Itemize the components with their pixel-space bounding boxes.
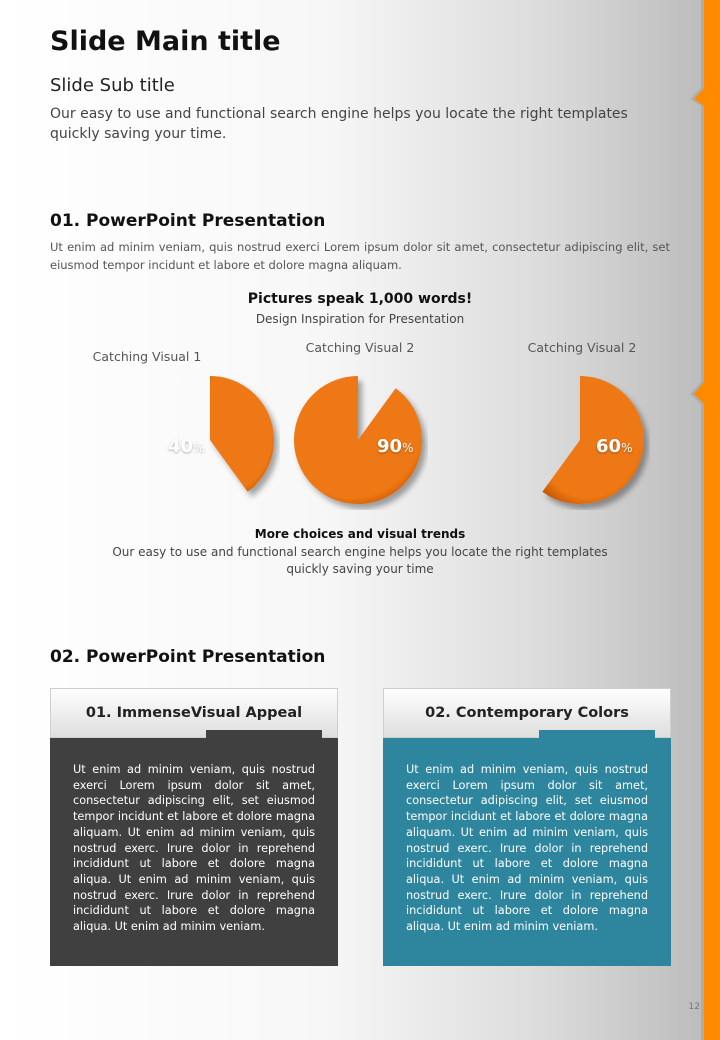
card-visual-appeal [50,688,338,966]
pie-slice-1 [210,376,274,492]
pie-label-2: Catching Visual 2 [305,340,415,355]
pie-label-3: Catching Visual 2 [527,340,637,355]
more-choices-title: More choices and visual trends [254,527,466,541]
pictures-subtitle: Design Inspiration for Presentation [255,312,465,326]
card-2-body [383,738,671,966]
intro-text: Our easy to use and functional search engine helps you locate the right templates quickly saving your time. [50,106,628,142]
pie-chart-1 [140,370,280,510]
card-1-body [50,738,338,966]
page-number: 12 [688,1002,700,1012]
card-2-header: 02. Contemporary Colors [383,688,671,738]
pie-value-2-unit: % [402,441,414,455]
page-title: Slide Main title [50,26,281,57]
pie-value-3 [596,436,632,457]
card-1-tab [206,730,322,738]
card-1-text-end: Ut enim ad minim veniam. [114,920,265,934]
section2-title: 02. PowerPoint Presentation [50,647,326,667]
pie-label-1: Catching Visual 1 [92,349,202,364]
pictures-title: Pictures speak 1,000 words! [247,291,473,307]
pie-value-1-number: 40 [168,436,194,457]
card-2-tab [539,730,655,738]
section1-title: 01. PowerPoint Presentation [50,211,326,231]
pie-value-1-unit: % [193,441,205,455]
accent-bar [688,0,720,1040]
pie-value-1 [168,436,204,457]
pie-value-2-number: 90 [377,436,403,457]
card-2-text-end: Ut enim ad minim veniam. [447,920,598,934]
card-1-header: 01. ImmenseVisual Appeal [50,688,338,738]
card-2-text: Ut enim ad minim veniam, quis nostrud exerci Lorem ipsum dolor sit amet, consectetur adipiscing elit, set eiusmod tempor incidunt et labore et dolore magna aliquam. Ut enim ad minim veniam, quis nostrud exerc. Irure dolor in reprehend incididunt ut labore et dolore magna aliqua. Ut enim ad minim veniam, quis nostrud exerc. Irure dolor in reprehend incididunt ut labore et dolore magna aliqua. [406,763,648,934]
more-choices-text: Our easy to use and functional search engine helps you locate the right templates quickly saving your time [112,545,608,576]
card-contemporary-colors [383,688,671,966]
page-subtitle: Slide Sub title [50,75,175,96]
pie-value-3-unit: % [621,441,633,455]
card-1-text: Ut enim ad minim veniam, quis nostrud exerci Lorem ipsum dolor sit amet, consectetur adipiscing elit, set eiusmod tempor incidunt et labore et dolore magna aliquam. Ut enim ad minim veniam, quis nostrud exerc. Irure dolor in reprehend incididunt ut labore et dolore magna aliqua. Ut enim ad minim veniam, quis nostrud exerc. Irure dolor in reprehend incididunt ut labore et dolore magna aliqua. [73,763,315,934]
pie-value-2 [377,436,413,457]
section1-text: Ut enim ad minim veniam, quis nostrud exerci Lorem ipsum dolor sit amet, consectetur adipiscing elit, set eiusmod tempor incidunt et labore et dolore magna aliquam. [50,240,670,272]
pie-value-3-number: 60 [596,436,622,457]
